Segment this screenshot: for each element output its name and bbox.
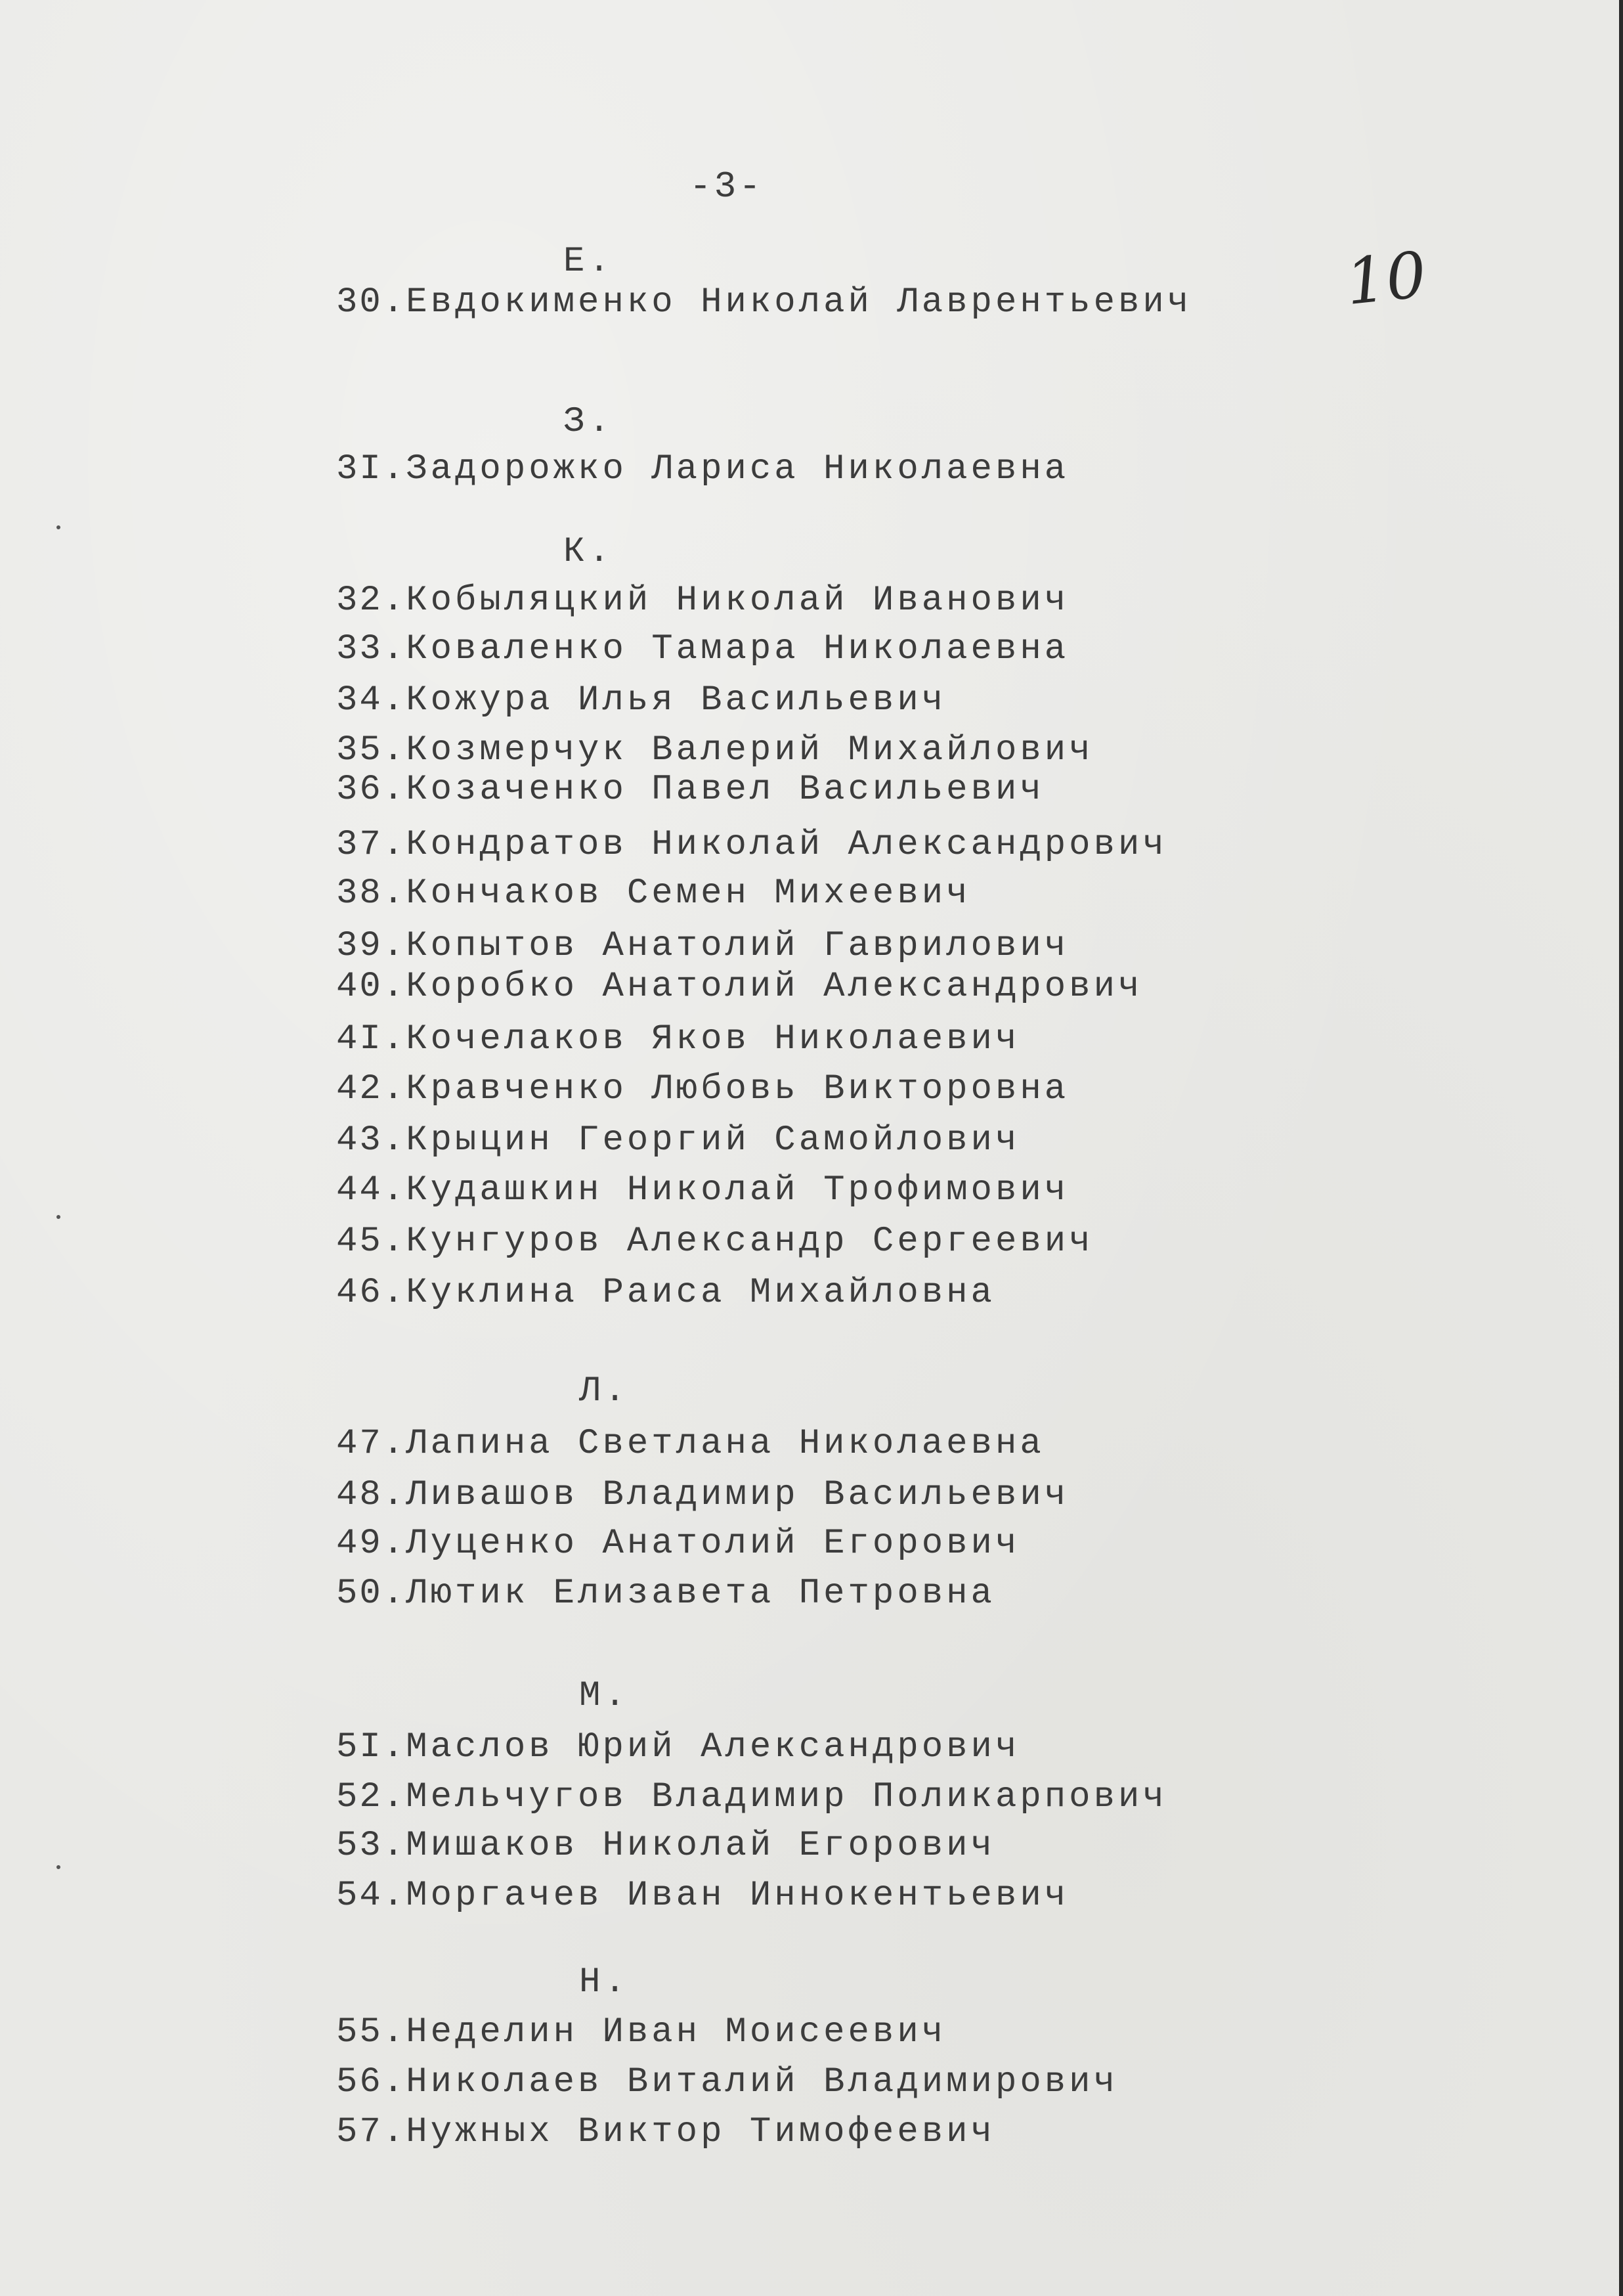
list-item bbox=[336, 2062, 1118, 2102]
entry-name: Маслов Юрий Александрович bbox=[406, 1727, 1020, 1767]
entry-name: Лапина Светлана Николаевна bbox=[406, 1424, 1045, 1464]
entry-number: 40. bbox=[336, 967, 406, 1007]
entry-name: Нужных Виктор Тимофеевич bbox=[406, 2112, 995, 2152]
entry-number: 36. bbox=[336, 770, 406, 810]
entry-number: 38. bbox=[336, 873, 406, 914]
entry-number: 5I. bbox=[336, 1727, 406, 1767]
entry-name: Куклина Раиса Михайловна bbox=[406, 1273, 995, 1313]
entry-name: Неделин Иван Моисеевич bbox=[406, 2012, 947, 2052]
list-item bbox=[336, 581, 1069, 621]
list-item bbox=[336, 1574, 995, 1614]
entry-number: 49. bbox=[336, 1524, 406, 1564]
entry-number: 55. bbox=[336, 2012, 406, 2052]
entry-name: Лютик Елизавета Петровна bbox=[406, 1574, 995, 1614]
entry-name: Евдокименко Николай Лаврентьевич bbox=[406, 282, 1192, 322]
entry-number: 56. bbox=[336, 2062, 406, 2102]
entry-name: Кунгуров Александр Сергеевич bbox=[406, 1222, 1094, 1262]
entry-number: 3I. bbox=[336, 449, 406, 489]
entry-number: 34. bbox=[336, 680, 406, 720]
entry-number: 57. bbox=[336, 2112, 406, 2152]
paper-speck bbox=[56, 525, 60, 529]
entry-name: Козмерчук Валерий Михайлович bbox=[406, 730, 1094, 770]
entry-number: 48. bbox=[336, 1475, 406, 1515]
entry-name: Моргачев Иван Иннокентьевич bbox=[406, 1876, 1070, 1916]
entry-name: Коробко Анатолий Александрович bbox=[406, 967, 1143, 1007]
entry-name: Кончаков Семен Михеевич bbox=[406, 873, 971, 914]
list-item bbox=[336, 2012, 946, 2052]
entry-name: Кочелаков Яков Николаевич bbox=[406, 1019, 1020, 1059]
entry-number: 33. bbox=[336, 629, 406, 669]
entry-number: 4I. bbox=[336, 1019, 406, 1059]
paper-speck bbox=[56, 1865, 60, 1869]
entry-number: 47. bbox=[336, 1424, 406, 1464]
list-item bbox=[336, 1727, 1020, 1767]
entry-name: Копытов Анатолий Гаврилович bbox=[406, 926, 1070, 966]
list-item bbox=[336, 282, 1192, 322]
list-item bbox=[336, 629, 1069, 669]
entry-name: Коваленко Тамара Николаевна bbox=[406, 629, 1070, 669]
entry-name: Мишаков Николай Егорович bbox=[406, 1826, 995, 1866]
entry-name: Кравченко Любовь Викторовна bbox=[406, 1069, 1070, 1109]
entry-number: 54. bbox=[336, 1876, 406, 1916]
list-item bbox=[336, 1222, 1094, 1262]
entry-number: 42. bbox=[336, 1069, 406, 1109]
list-item bbox=[336, 1120, 1020, 1160]
list-item bbox=[336, 1876, 1069, 1916]
entry-name: Крыцин Георгий Самойлович bbox=[406, 1120, 1020, 1160]
list-item bbox=[336, 1069, 1069, 1109]
page-number: -3- bbox=[689, 166, 764, 208]
entry-name: Мельчугов Владимир Поликарпович bbox=[406, 1777, 1167, 1817]
list-item bbox=[336, 825, 1167, 865]
list-item bbox=[336, 1273, 995, 1313]
entry-number: 53. bbox=[336, 1826, 406, 1866]
list-item bbox=[336, 1777, 1167, 1817]
entry-number: 45. bbox=[336, 1222, 406, 1262]
section-letter: Е. bbox=[563, 242, 614, 282]
list-item bbox=[336, 2112, 995, 2152]
entry-number: 30. bbox=[336, 282, 406, 322]
list-item bbox=[336, 1019, 1020, 1059]
list-item bbox=[336, 1170, 1069, 1210]
entry-number: 43. bbox=[336, 1120, 406, 1160]
list-item bbox=[336, 680, 946, 720]
entry-number: 52. bbox=[336, 1777, 406, 1817]
entry-number: 46. bbox=[336, 1273, 406, 1313]
section-letter: Н. bbox=[579, 1962, 630, 2002]
entry-name: Кондратов Николай Александрович bbox=[406, 825, 1167, 865]
section-letter: К. bbox=[563, 532, 614, 572]
entry-name: Кудашкин Николай Трофимович bbox=[406, 1170, 1070, 1210]
handwritten-folio-number: 10 bbox=[1342, 237, 1430, 320]
list-item bbox=[336, 926, 1069, 966]
page-edge bbox=[1619, 0, 1623, 2296]
list-item bbox=[336, 1826, 995, 1866]
entry-name: Кожура Илья Васильевич bbox=[406, 680, 947, 720]
list-item bbox=[336, 730, 1094, 770]
entry-name: Ливашов Владимир Васильевич bbox=[406, 1475, 1070, 1515]
entry-number: 32. bbox=[336, 581, 406, 621]
entry-number: 44. bbox=[336, 1170, 406, 1210]
entry-name: Козаченко Павел Васильевич bbox=[406, 770, 1045, 810]
section-letter: М. bbox=[579, 1676, 630, 1716]
entry-number: 37. bbox=[336, 825, 406, 865]
entry-name: Николаев Виталий Владимирович bbox=[406, 2062, 1118, 2102]
list-item bbox=[336, 967, 1142, 1007]
entry-name: Задорожко Лариса Николаевна bbox=[406, 449, 1070, 489]
entry-name: Кобыляцкий Николай Иванович bbox=[406, 581, 1070, 621]
section-letter: Л. bbox=[579, 1371, 630, 1411]
entry-name: Луценко Анатолий Егорович bbox=[406, 1524, 1020, 1564]
list-item bbox=[336, 449, 1069, 489]
list-item bbox=[336, 1524, 1020, 1564]
list-item bbox=[336, 1424, 1045, 1464]
entry-number: 50. bbox=[336, 1574, 406, 1614]
list-item bbox=[336, 770, 1045, 810]
section-letter: З. bbox=[563, 402, 614, 442]
list-item bbox=[336, 873, 971, 914]
entry-number: 39. bbox=[336, 926, 406, 966]
list-item bbox=[336, 1475, 1069, 1515]
paper-speck bbox=[56, 1215, 60, 1219]
entry-number: 35. bbox=[336, 730, 406, 770]
